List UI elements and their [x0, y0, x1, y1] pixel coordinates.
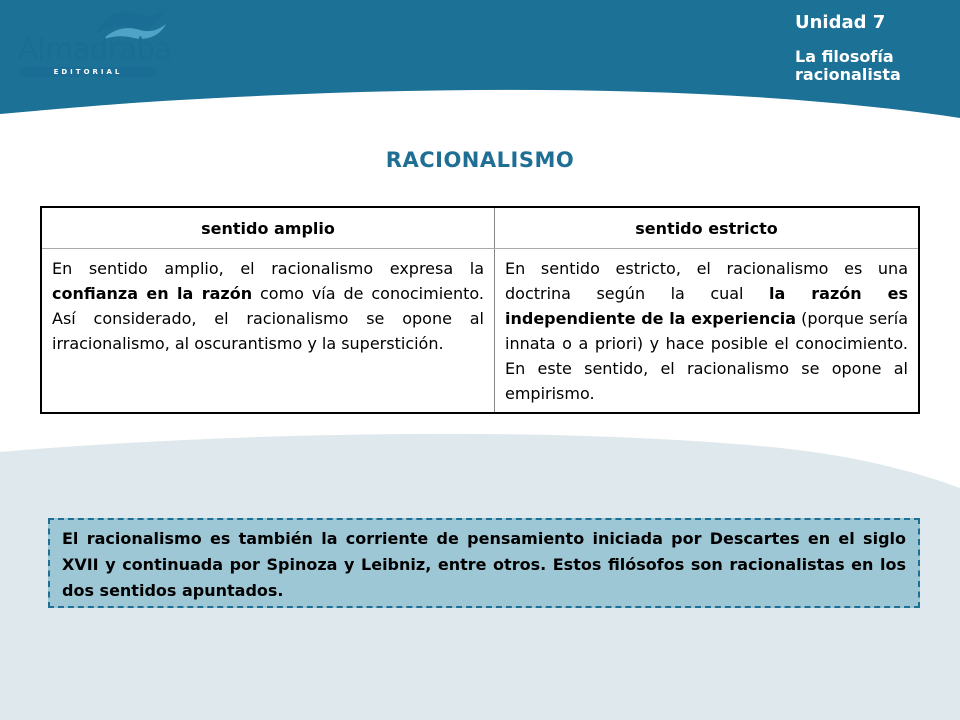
- text-run: (porque sería innata o a priori) y hace posible el conocimiento. En este sentido, el racionalismo se opone al empirismo.: [505, 309, 908, 403]
- text-run-bold: la razón es independiente de la experiencia: [505, 284, 908, 328]
- note-box: [48, 518, 920, 608]
- cell-sentido-amplio: [41, 249, 495, 414]
- logo-name: Almadraba: [18, 32, 172, 66]
- unit-subtitle: La filosofía racionalista: [795, 47, 901, 84]
- concept-table: [40, 206, 920, 414]
- header-sentido-estricto: sentido estricto: [495, 207, 920, 249]
- unit-title: Unidad 7: [795, 12, 886, 33]
- table-row: [41, 249, 919, 414]
- text-run-bold: confianza en la razón: [52, 284, 253, 303]
- table-header-row: [41, 207, 919, 249]
- publisher-logo: [14, 6, 172, 76]
- text-run: En sentido estricto, el racionalismo es una doctrina según la cual: [505, 259, 908, 303]
- logo-label: EDITORIAL: [53, 68, 123, 76]
- cell-sentido-estricto: [495, 249, 920, 414]
- text-run: como vía de conocimiento. Así considerado, el racionalismo se opone al irracionalismo, al oscurantismo y la superstición.: [52, 284, 484, 353]
- page-title: RACIONALISMO: [385, 148, 575, 172]
- header-sentido-amplio: sentido amplio: [41, 207, 495, 249]
- text-run: En sentido amplio, el racionalismo expresa la: [52, 259, 484, 278]
- note-text: El racionalismo es también la corriente de pensamiento iniciada por Descartes en el siglo XVII y continuada por Spinoza y Leibniz, entre otros. Estos filósofos son racionalistas en los dos sentidos apuntados.: [62, 529, 906, 600]
